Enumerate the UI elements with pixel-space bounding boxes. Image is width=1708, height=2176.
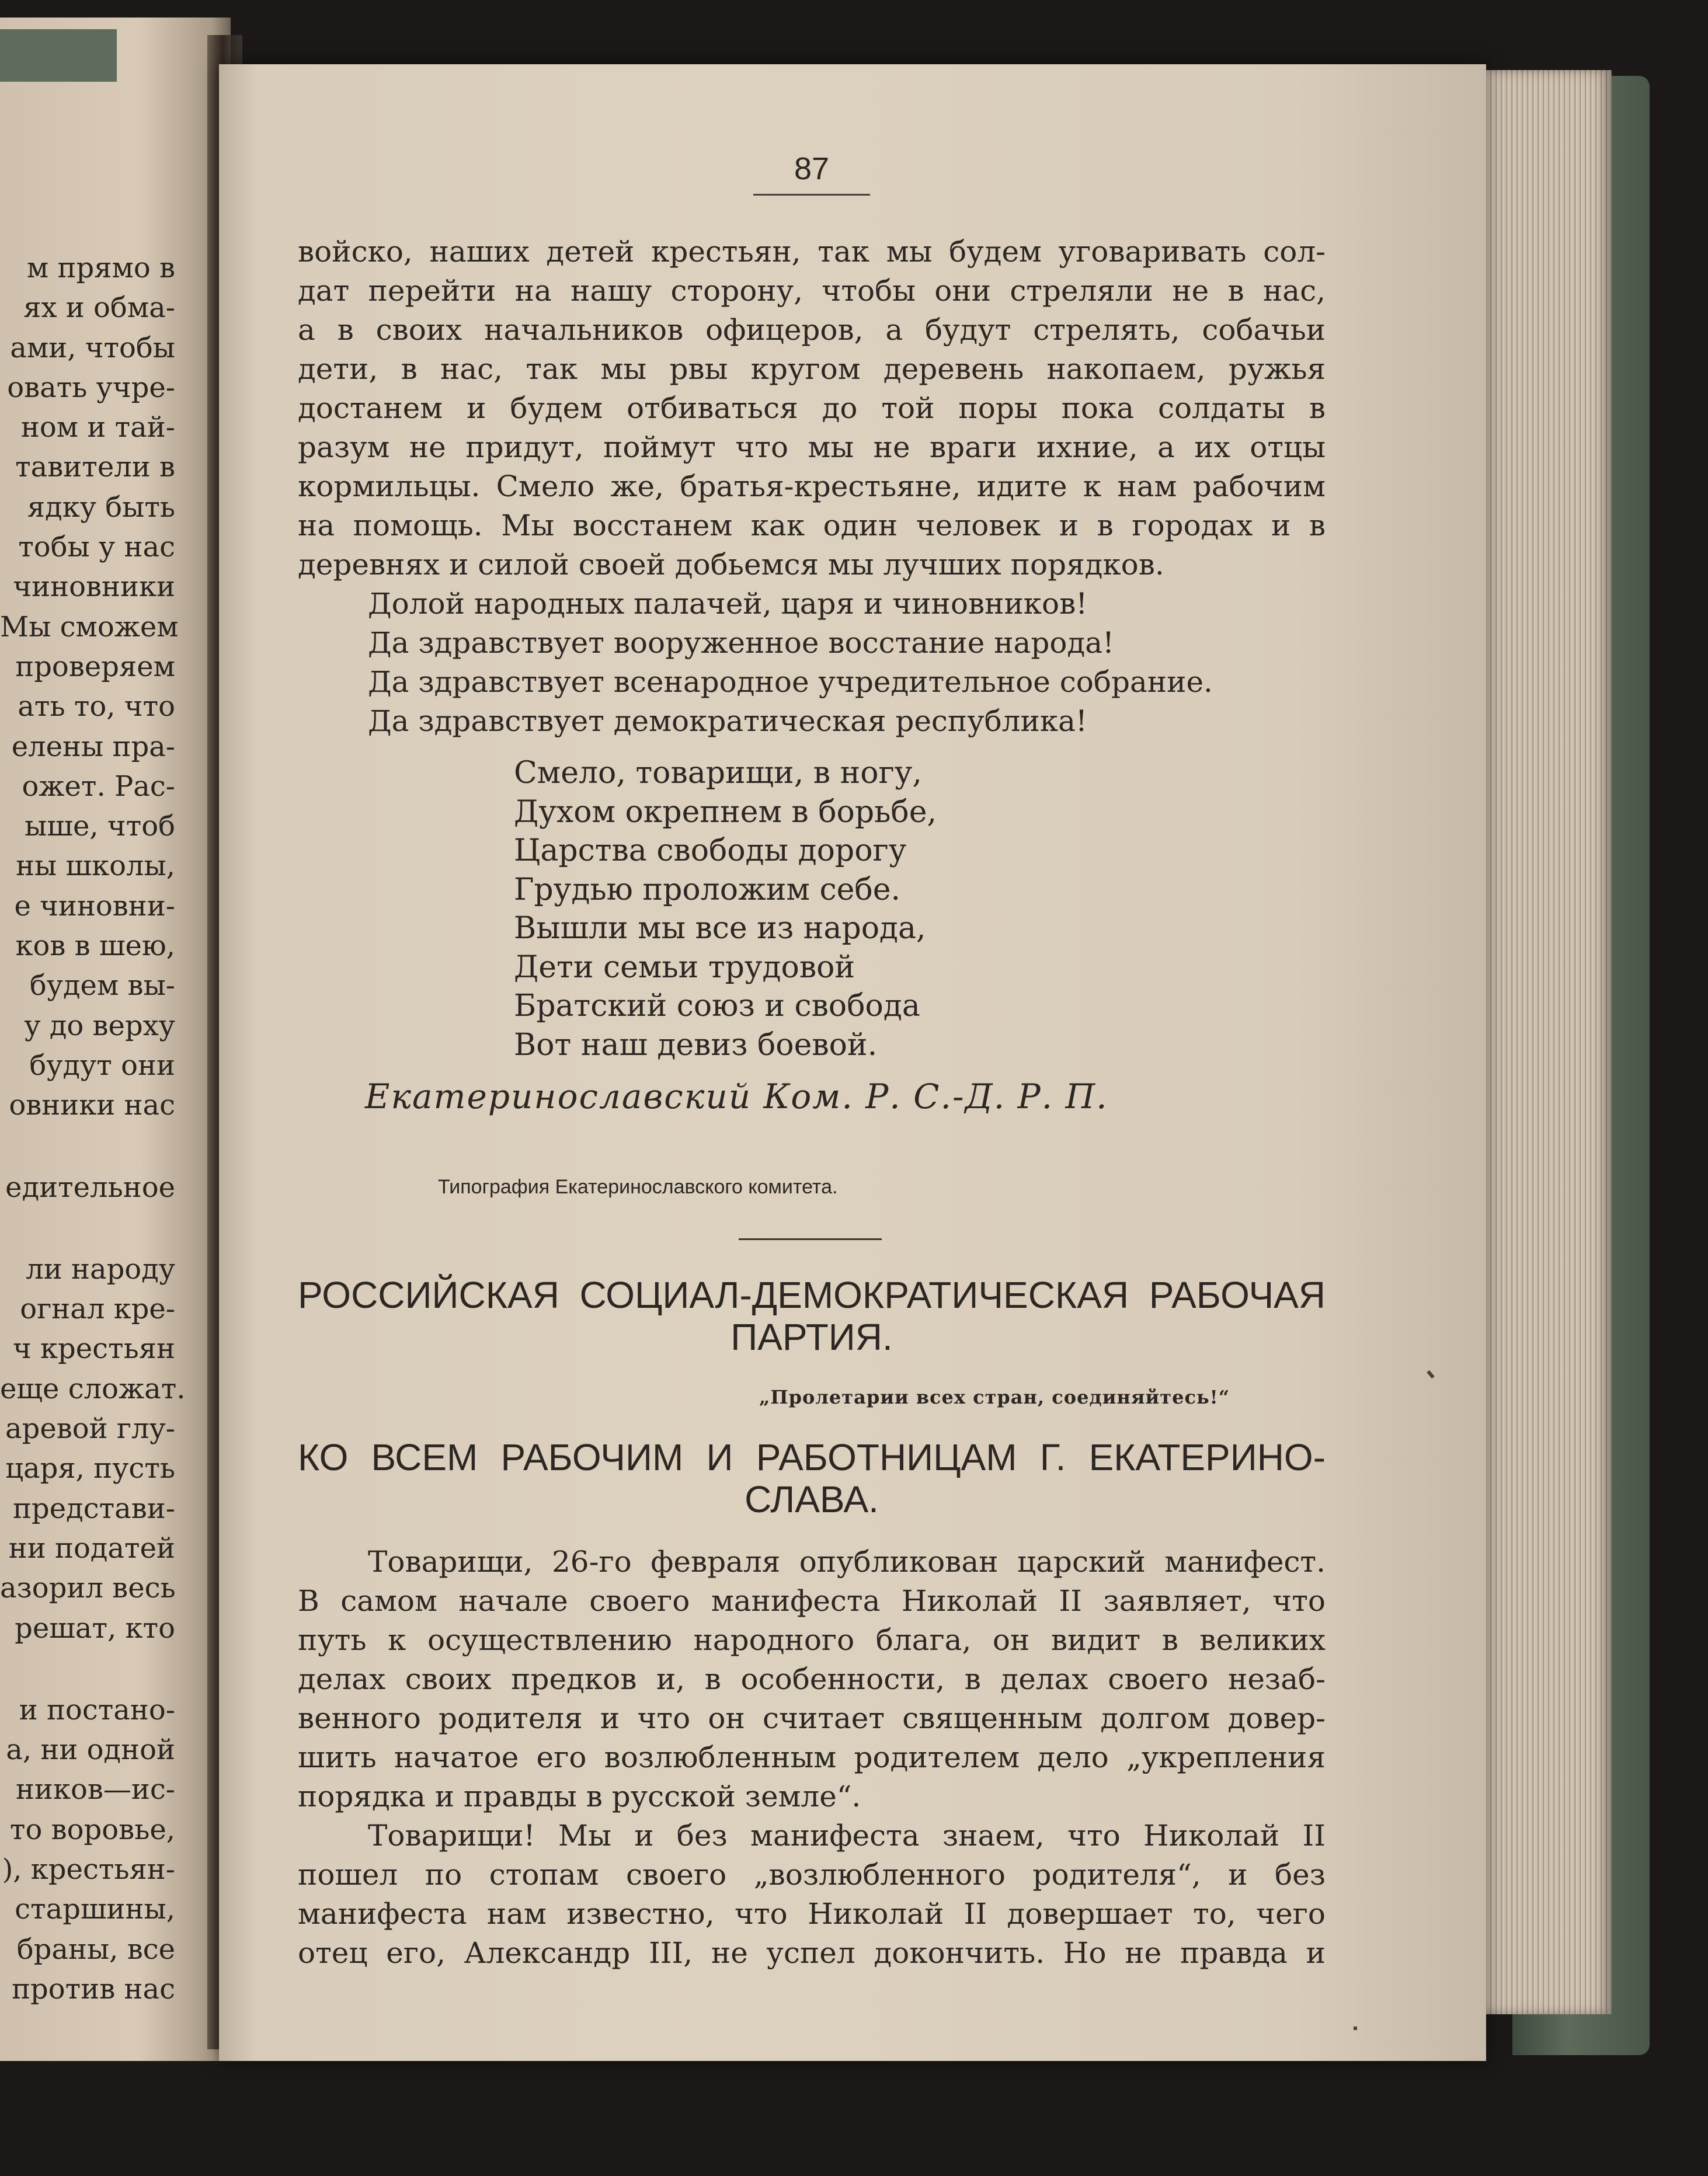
left-page-line: тобы у нас xyxy=(18,531,175,564)
left-page-text xyxy=(0,248,186,2009)
left-page-line: ами, чтобы xyxy=(10,331,175,364)
left-page-line: еще сложат. xyxy=(0,1372,186,1405)
left-page-line: тавители в xyxy=(15,451,175,484)
left-page-line: ать то, что xyxy=(18,690,175,723)
left-page-line: елены пра- xyxy=(11,730,175,763)
page-number: 87 xyxy=(794,151,830,186)
left-page-line: овать учре- xyxy=(7,371,175,404)
verse-line: Смело, товарищи, в ногу, xyxy=(514,755,922,791)
text-line: пошел по стопам своего „возлюбленного родителя“, и без xyxy=(298,1858,1326,1892)
text-line: путь к осуществлению народного блага, он видит в великих xyxy=(298,1623,1326,1657)
left-page-line: ожет. Рас- xyxy=(22,770,175,803)
left-page-line: ников—ис- xyxy=(16,1773,175,1806)
printer-imprint: Типография Екатеринославского комитета. xyxy=(438,1176,838,1198)
left-page-line: огнал кре- xyxy=(20,1293,175,1326)
verse-line: Вот наш девиз боевой. xyxy=(514,1027,878,1063)
left-page-line: м прямо в xyxy=(26,252,175,284)
party-heading xyxy=(298,1274,1326,1358)
left-page-line: и постано- xyxy=(19,1693,175,1726)
left-page-line: представи- xyxy=(13,1492,175,1525)
left-page-line: азорил весь xyxy=(0,1572,176,1605)
text-line: Товарищи! Мы и без манифеста знаем, что Николай II xyxy=(368,1819,1326,1853)
text-line: отец его, Александр III, не успел докончить. Но не правда и xyxy=(298,1936,1326,1970)
text-line: делах своих предков и, в особенности, в делах своего незаб- xyxy=(298,1662,1326,1696)
slogan: Да здравствует всенародное учредительное собрание. xyxy=(368,665,1213,699)
left-page-line: ), крестьян- xyxy=(2,1853,175,1886)
verse-line: Духом окрепнем в борьбе, xyxy=(514,794,937,830)
top-paragraph xyxy=(298,232,1326,741)
text-line: венного родителя и что он считает священным долгом довер- xyxy=(298,1701,1326,1735)
party-heading-line: РОССИЙСКАЯ СОЦИАЛ-ДЕМОКРАТИЧЕСКАЯ РАБОЧАЯ xyxy=(298,1274,1326,1316)
left-page-line: аревой глу- xyxy=(5,1412,175,1446)
left-page-line: то воровье, xyxy=(9,1813,175,1846)
left-page-line xyxy=(0,1207,175,1249)
left-page-line: проверяем xyxy=(15,650,175,683)
text-line: на помощь. Мы восстанем как один человек и в городах и в xyxy=(298,509,1326,542)
left-page-line xyxy=(0,1648,175,1690)
section-separator xyxy=(739,1238,882,1240)
text-line: манифеста нам известно, что Николай II довершает то, чего xyxy=(298,1897,1326,1931)
text-line: порядка и правды в русской земле“. xyxy=(298,1780,861,1813)
verse-line: Царства свободы дорогу xyxy=(514,833,907,868)
text-line: шить начатое его возлюбленным родителем дело „укрепления xyxy=(298,1740,1326,1774)
text-line: дети, в нас, так мы рвы кругом деревень накопаем, ружья xyxy=(298,352,1326,386)
appeal-heading xyxy=(298,1436,1326,1520)
text-line: достанем и будем отбиваться до той поры пока солдаты в xyxy=(298,391,1326,425)
slogan: Да здравствует вооруженное восстание народа! xyxy=(368,626,1115,660)
left-page-line: ли народу xyxy=(26,1252,175,1286)
text-line: деревнях и силой своей добьемся мы лучших порядков. xyxy=(298,548,1164,582)
left-page-line: е чиновни- xyxy=(14,889,175,922)
left-page-line: ч крестьян xyxy=(13,1332,175,1366)
page-edges xyxy=(1477,70,1612,2014)
left-page-line: будут они xyxy=(29,1049,175,1082)
left-page-line: браны, все xyxy=(16,1933,175,1966)
left-page-line: царя, пусть xyxy=(5,1452,175,1485)
left-page-line: ном и тай- xyxy=(20,411,175,444)
left-page-line: едительное xyxy=(5,1171,175,1204)
left-page-line: будем вы- xyxy=(29,969,175,1002)
song-verse xyxy=(514,754,937,1064)
text-line: Товарищи, 26-го февраля опубликован царский манифест. xyxy=(368,1545,1326,1579)
left-page-line: старшины, xyxy=(15,1893,175,1926)
party-heading-line: ПАРТИЯ. xyxy=(730,1316,893,1358)
left-page-line: против нас xyxy=(12,1972,175,2006)
appeal-heading-line: КО ВСЕМ РАБОЧИМ И РАБОТНИЦАМ Г. ЕКАТЕРИНО- xyxy=(298,1436,1326,1478)
left-page-line: у до верху xyxy=(24,1009,175,1042)
text-line: дат перейти на нашу сторону, чтобы они стреляли не в нас, xyxy=(298,274,1326,308)
appeal-heading-line: СЛАВА. xyxy=(745,1478,879,1520)
text-line: В самом начале своего манифеста Николай II заявляет, что xyxy=(298,1584,1326,1618)
left-page-line: ков в шею, xyxy=(15,929,175,963)
left-page-line: а, ни одной xyxy=(6,1733,175,1767)
verse-line: Братский союз и свобода xyxy=(514,988,920,1023)
text-line: разум не придут, поймут что мы не враги ихние, а их отцы xyxy=(298,430,1326,464)
text-line: войско, наших детей крестьян, так мы будем уговаривать сол- xyxy=(298,235,1326,269)
left-page-line: ыше, чтоб xyxy=(25,810,175,843)
appeal-body xyxy=(298,1543,1326,1973)
left-page-line: овники нас xyxy=(9,1089,175,1122)
party-motto: „Пролетарии всех стран, соединяйтесь!“ xyxy=(759,1386,1230,1408)
verse-line: Вышли мы все из народа, xyxy=(514,911,926,946)
left-page-line: ядку быть xyxy=(27,490,175,524)
text-line: кормильцы. Смело же, братья-крестьяне, идите к нам рабочим xyxy=(298,469,1326,503)
left-page-line: решат, кто xyxy=(15,1611,175,1645)
slogan: Долой народных палачей, царя и чиновников! xyxy=(368,587,1088,621)
paper-speck xyxy=(1354,2027,1357,2030)
slogan: Да здравствует демократическая республика! xyxy=(368,704,1088,738)
verse-line: Грудью проложим себе. xyxy=(514,872,901,907)
left-page-line xyxy=(0,1126,175,1168)
committee-signature: Екатеринославский Ком. Р. С.-Д. Р. П. xyxy=(365,1077,1108,1116)
left-page xyxy=(0,18,231,2061)
text-line: а в своих начальников офицеров, а будут стрелять, собачьи xyxy=(298,313,1326,347)
page-number-rule xyxy=(753,194,870,196)
left-page-line: ни податей xyxy=(8,1531,175,1565)
left-page-line: Мы сможем xyxy=(0,610,179,643)
left-page-line: ны школы, xyxy=(16,849,175,883)
left-page-line: ях и обма- xyxy=(23,291,175,325)
left-page-line: чиновники xyxy=(13,570,175,604)
verse-line: Дети семьи трудовой xyxy=(514,949,855,985)
